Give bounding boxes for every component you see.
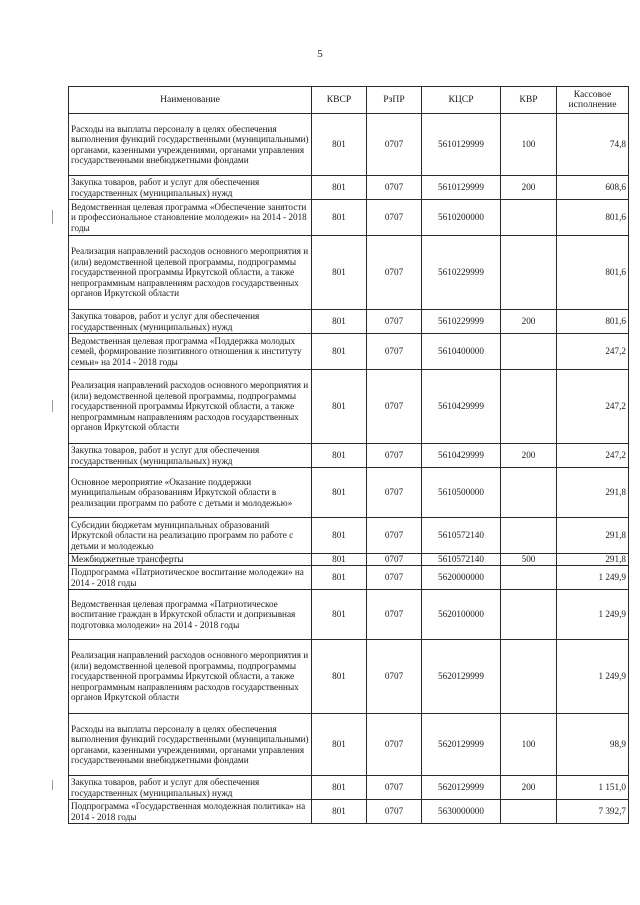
cell-name: Подпрограмма «Патриотическое воспитание молодежи» на 2014 - 2018 годы bbox=[69, 566, 312, 590]
cell-kvsr: 801 bbox=[312, 800, 367, 824]
cell-name: Подпрограмма «Государственная молодежная политика» на 2014 - 2018 годы bbox=[69, 800, 312, 824]
cell-kvr: 200 bbox=[501, 310, 557, 334]
margin-mark bbox=[52, 400, 53, 412]
page-number: 5 bbox=[317, 48, 323, 60]
table-row bbox=[69, 236, 629, 310]
cell-kcsr: 5610400000 bbox=[422, 334, 501, 370]
cell-rzpr: 0707 bbox=[367, 310, 422, 334]
cell-amount: 801,6 bbox=[557, 200, 629, 236]
cell-amount: 291,8 bbox=[557, 468, 629, 518]
cell-amount: 1 249,9 bbox=[557, 566, 629, 590]
table-row bbox=[69, 714, 629, 776]
cell-kcsr: 5620129999 bbox=[422, 640, 501, 714]
header-kvr: КВР bbox=[501, 87, 557, 114]
cell-kcsr: 5630000000 bbox=[422, 800, 501, 824]
cell-kvsr: 801 bbox=[312, 776, 367, 800]
table-row bbox=[69, 554, 629, 566]
cell-kvr: 200 bbox=[501, 176, 557, 200]
cell-kcsr: 5610129999 bbox=[422, 114, 501, 176]
cell-name: Реализация направлений расходов основного мероприятия и (или) ведомственной целевой программы, подпрограммы государственной программы Иркутской области, а также непрограммным направлениям расходов государственных органов Иркутской области bbox=[69, 640, 312, 714]
cell-kcsr: 5620129999 bbox=[422, 714, 501, 776]
cell-rzpr: 0707 bbox=[367, 176, 422, 200]
cell-kvsr: 801 bbox=[312, 236, 367, 310]
cell-rzpr: 0707 bbox=[367, 590, 422, 640]
cell-kcsr: 5610572140 bbox=[422, 554, 501, 566]
cell-kvsr: 801 bbox=[312, 468, 367, 518]
table-row bbox=[69, 640, 629, 714]
cell-kvr: 100 bbox=[501, 714, 557, 776]
cell-kcsr: 5610429999 bbox=[422, 370, 501, 444]
cell-kcsr: 5610572140 bbox=[422, 518, 501, 554]
table-row bbox=[69, 176, 629, 200]
cell-name: Расходы на выплаты персоналу в целях обеспечения выполнения функций государственными (муниципальными) органами, казенными учреждениями, органами управления государственными внебюджетными фондами bbox=[69, 114, 312, 176]
header-kcsr: КЦСР bbox=[422, 87, 501, 114]
cell-name: Расходы на выплаты персоналу в целях обеспечения выполнения функций государственными (муниципальными) органами, казенными учреждениями, органами управления государственными внебюджетными фондами bbox=[69, 714, 312, 776]
cell-kvsr: 801 bbox=[312, 640, 367, 714]
cell-rzpr: 0707 bbox=[367, 776, 422, 800]
cell-rzpr: 0707 bbox=[367, 640, 422, 714]
header-amount: Кассовое исполнение bbox=[557, 87, 629, 114]
table-row bbox=[69, 566, 629, 590]
cell-amount: 247,2 bbox=[557, 444, 629, 468]
header-kvsr: КВСР bbox=[312, 87, 367, 114]
cell-kvsr: 801 bbox=[312, 444, 367, 468]
budget-table bbox=[68, 86, 629, 824]
cell-kvsr: 801 bbox=[312, 518, 367, 554]
cell-kvr: 500 bbox=[501, 554, 557, 566]
cell-amount: 291,8 bbox=[557, 554, 629, 566]
cell-kcsr: 5620129999 bbox=[422, 776, 501, 800]
cell-rzpr: 0707 bbox=[367, 444, 422, 468]
header-name: Наименование bbox=[69, 87, 312, 114]
cell-kvr bbox=[501, 640, 557, 714]
cell-kvr bbox=[501, 236, 557, 310]
cell-name: Реализация направлений расходов основного мероприятия и (или) ведомственной целевой программы, подпрограммы государственной программы Иркутской области, а также непрограммным направлениям расходов государственных органов Иркутской области bbox=[69, 236, 312, 310]
cell-name: Ведомственная целевая программа «Поддержка молодых семей, формирование позитивного отношения к институту семьи» на 2014 - 2018 годы bbox=[69, 334, 312, 370]
table-row bbox=[69, 200, 629, 236]
table-row bbox=[69, 518, 629, 554]
cell-kvr: 200 bbox=[501, 776, 557, 800]
cell-kcsr: 5610200000 bbox=[422, 200, 501, 236]
margin-mark bbox=[52, 780, 53, 790]
cell-name: Ведомственная целевая программа «Обеспечение занятости и профессиональное становление молодежи» на 2014 - 2018 годы bbox=[69, 200, 312, 236]
cell-kvsr: 801 bbox=[312, 176, 367, 200]
cell-kvsr: 801 bbox=[312, 334, 367, 370]
table-row bbox=[69, 776, 629, 800]
cell-amount: 1 249,9 bbox=[557, 640, 629, 714]
cell-amount: 1 249,9 bbox=[557, 590, 629, 640]
cell-rzpr: 0707 bbox=[367, 334, 422, 370]
cell-kvsr: 801 bbox=[312, 714, 367, 776]
cell-kcsr: 5610129999 bbox=[422, 176, 501, 200]
cell-rzpr: 0707 bbox=[367, 554, 422, 566]
cell-kcsr: 5620100000 bbox=[422, 590, 501, 640]
cell-kvsr: 801 bbox=[312, 566, 367, 590]
cell-kcsr: 5610429999 bbox=[422, 444, 501, 468]
table-row bbox=[69, 114, 629, 176]
table-row bbox=[69, 444, 629, 468]
cell-rzpr: 0707 bbox=[367, 114, 422, 176]
header-rzpr: РзПР bbox=[367, 87, 422, 114]
cell-amount: 74,8 bbox=[557, 114, 629, 176]
cell-rzpr: 0707 bbox=[367, 200, 422, 236]
cell-name: Закупка товаров, работ и услуг для обеспечения государственных (муниципальных) нужд bbox=[69, 176, 312, 200]
cell-kvsr: 801 bbox=[312, 590, 367, 640]
cell-kvr bbox=[501, 518, 557, 554]
table-header-row bbox=[69, 87, 629, 114]
cell-amount: 801,6 bbox=[557, 236, 629, 310]
cell-name: Межбюджетные трансферты bbox=[69, 554, 312, 566]
cell-rzpr: 0707 bbox=[367, 370, 422, 444]
cell-name: Субсидии бюджетам муниципальных образований Иркутской области на реализацию программ по работе с детьми и молодежью bbox=[69, 518, 312, 554]
cell-kcsr: 5610229999 bbox=[422, 310, 501, 334]
table-row bbox=[69, 334, 629, 370]
cell-rzpr: 0707 bbox=[367, 518, 422, 554]
cell-name: Ведомственная целевая программа «Патриотическое воспитание граждан в Иркутской области и допризывная подготовка молодежи» на 2014 - 2018 годы bbox=[69, 590, 312, 640]
cell-name: Основное мероприятие «Оказание поддержки муниципальным образованиям Иркутской области в реализации программ по работе с детьми и молодежью» bbox=[69, 468, 312, 518]
cell-kvr: 100 bbox=[501, 114, 557, 176]
cell-amount: 1 151,0 bbox=[557, 776, 629, 800]
cell-kvsr: 801 bbox=[312, 310, 367, 334]
table-row bbox=[69, 370, 629, 444]
cell-amount: 608,6 bbox=[557, 176, 629, 200]
cell-rzpr: 0707 bbox=[367, 566, 422, 590]
cell-name: Реализация направлений расходов основного мероприятия и (или) ведомственной целевой программы, подпрограммы государственной программы Иркутской области, а также непрограммным направлениям расходов государственных органов Иркутской области bbox=[69, 370, 312, 444]
cell-rzpr: 0707 bbox=[367, 800, 422, 824]
table-row bbox=[69, 800, 629, 824]
cell-kcsr: 5610500000 bbox=[422, 468, 501, 518]
cell-kvsr: 801 bbox=[312, 554, 367, 566]
cell-kcsr: 5620000000 bbox=[422, 566, 501, 590]
cell-amount: 247,2 bbox=[557, 334, 629, 370]
cell-kvr bbox=[501, 200, 557, 236]
cell-amount: 98,9 bbox=[557, 714, 629, 776]
cell-kvsr: 801 bbox=[312, 370, 367, 444]
cell-kvr bbox=[501, 566, 557, 590]
cell-kvr bbox=[501, 370, 557, 444]
table-row bbox=[69, 310, 629, 334]
cell-kvr: 200 bbox=[501, 444, 557, 468]
cell-kvr bbox=[501, 334, 557, 370]
cell-rzpr: 0707 bbox=[367, 468, 422, 518]
cell-amount: 801,6 bbox=[557, 310, 629, 334]
table-row bbox=[69, 590, 629, 640]
cell-kvsr: 801 bbox=[312, 200, 367, 236]
cell-kvsr: 801 bbox=[312, 114, 367, 176]
cell-name: Закупка товаров, работ и услуг для обеспечения государственных (муниципальных) нужд bbox=[69, 776, 312, 800]
cell-kvr bbox=[501, 468, 557, 518]
cell-amount: 291,8 bbox=[557, 518, 629, 554]
cell-kvr bbox=[501, 590, 557, 640]
table-row bbox=[69, 468, 629, 518]
margin-mark bbox=[52, 210, 53, 224]
cell-amount: 247,2 bbox=[557, 370, 629, 444]
cell-name: Закупка товаров, работ и услуг для обеспечения государственных (муниципальных) нужд bbox=[69, 310, 312, 334]
cell-rzpr: 0707 bbox=[367, 714, 422, 776]
cell-amount: 7 392,7 bbox=[557, 800, 629, 824]
cell-kvr bbox=[501, 800, 557, 824]
cell-name: Закупка товаров, работ и услуг для обеспечения государственных (муниципальных) нужд bbox=[69, 444, 312, 468]
cell-rzpr: 0707 bbox=[367, 236, 422, 310]
cell-kcsr: 5610229999 bbox=[422, 236, 501, 310]
